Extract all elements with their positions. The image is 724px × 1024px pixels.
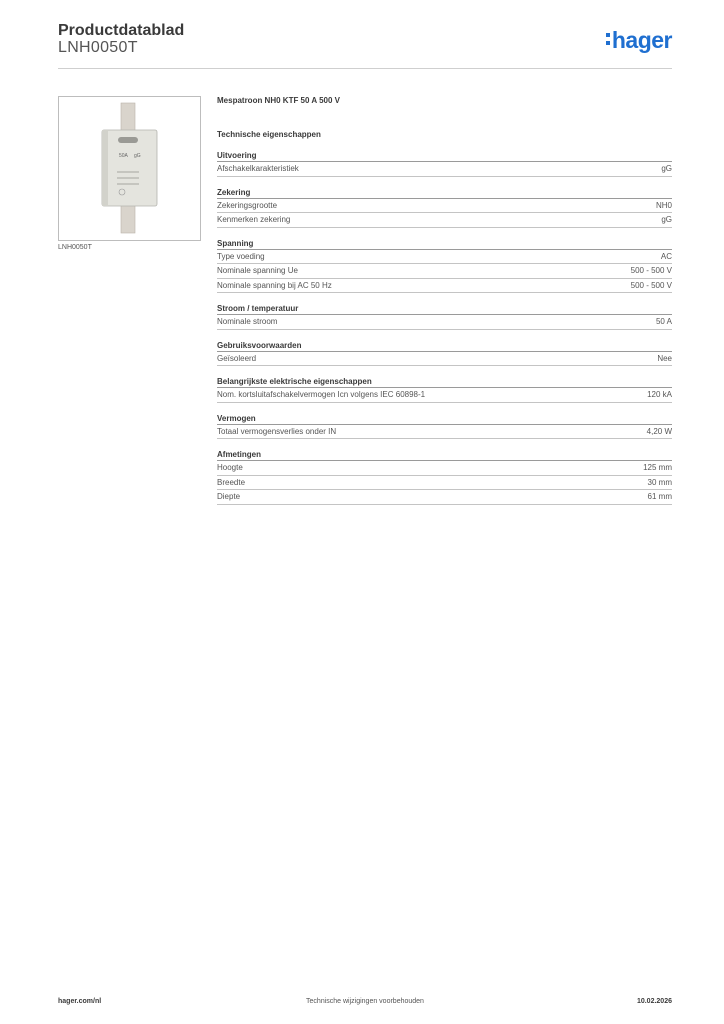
logo-dots-icon xyxy=(606,33,610,48)
spec-value: NH0 xyxy=(655,200,672,210)
spec-value: Nee xyxy=(657,353,672,363)
spec-groups xyxy=(217,150,672,505)
spec-group xyxy=(217,238,672,294)
spec-value: 61 mm xyxy=(647,492,672,501)
spec-value: 4,20 W xyxy=(646,426,672,436)
spec-label: Zekeringsgrootte xyxy=(217,200,278,210)
spec-group-title: Afmetingen xyxy=(217,449,672,461)
spec-label: Hoogte xyxy=(217,463,243,472)
spec-value: 50 A xyxy=(655,317,672,326)
spec-row xyxy=(217,315,672,330)
spec-value: 120 kA xyxy=(647,390,672,399)
spec-label: Afschakelkarakteristiek xyxy=(217,164,299,173)
spec-row xyxy=(217,352,672,367)
product-name: Mespatroon NH0 KTF 50 A 500 V xyxy=(217,96,340,105)
spec-label: Totaal vermogensverlies onder IN xyxy=(217,426,337,436)
spec-group xyxy=(217,303,672,330)
logo-text: hager xyxy=(611,27,672,53)
footer-website-link[interactable]: hager.com/nl xyxy=(58,998,102,1005)
product-code: LNH0050T xyxy=(58,39,138,56)
spec-row xyxy=(217,279,672,294)
spec-group-title: Belangrijkste elektrische eigenschappen xyxy=(217,376,672,388)
fuse-illustration xyxy=(59,97,200,240)
spec-row xyxy=(217,250,672,265)
spec-value: gG xyxy=(661,164,672,173)
image-caption: LNH0050T xyxy=(58,244,92,251)
spec-group-title: Gebruiksvoorwaarden xyxy=(217,340,672,352)
spec-label: Geïsoleerd xyxy=(217,353,257,363)
spec-group-title: Vermogen xyxy=(217,413,672,425)
document-title: Productdatablad xyxy=(58,22,185,39)
spec-row xyxy=(217,388,672,403)
spec-label: Nominale spanning Ue xyxy=(217,266,298,275)
spec-label: Diepte xyxy=(217,492,241,501)
page-header xyxy=(58,22,672,69)
spec-label: Breedte xyxy=(217,477,246,487)
spec-label: Kenmerken zekering xyxy=(217,215,291,224)
spec-label: Type voeding xyxy=(217,251,265,261)
section-title: Technische eigenschappen xyxy=(217,130,321,139)
spec-value: 500 - 500 V xyxy=(630,280,672,290)
spec-group-title: Spanning xyxy=(217,238,672,250)
spec-value: AC xyxy=(660,251,672,261)
spec-label: Nominale stroom xyxy=(217,317,278,326)
footer-note: Technische wijzigingen voorbehouden xyxy=(306,998,424,1005)
specifications xyxy=(217,95,672,505)
spec-value: 500 - 500 V xyxy=(630,266,672,275)
spec-label: Nom. kortsluitafschakelvermogen Icn volgens IEC 60898-1 xyxy=(217,390,426,399)
spec-row xyxy=(217,490,672,505)
spec-group xyxy=(217,449,672,505)
fuse-class-marking: gG xyxy=(134,153,141,159)
spec-row xyxy=(217,213,672,228)
spec-group xyxy=(217,150,672,177)
spec-group xyxy=(217,187,672,228)
spec-row xyxy=(217,162,672,177)
spec-row xyxy=(217,476,672,491)
spec-group xyxy=(217,376,672,403)
spec-value: gG xyxy=(661,215,672,224)
spec-value: 125 mm xyxy=(643,463,672,472)
spec-row xyxy=(217,461,672,476)
spec-row xyxy=(217,264,672,279)
spec-group xyxy=(217,413,672,440)
spec-group xyxy=(217,340,672,367)
spec-row xyxy=(217,425,672,440)
footer-date: 10.02.2026 xyxy=(636,998,672,1005)
fuse-rating-marking: 50A xyxy=(119,153,128,159)
spec-group-title: Zekering xyxy=(217,187,672,199)
product-image xyxy=(58,96,201,241)
spec-label: Nominale spanning bij AC 50 Hz xyxy=(217,280,332,290)
spec-group-title: Uitvoering xyxy=(217,150,672,162)
spec-row xyxy=(217,199,672,214)
hager-logo xyxy=(606,27,672,54)
spec-value: 30 mm xyxy=(647,477,672,487)
spec-group-title: Stroom / temperatuur xyxy=(217,303,672,315)
